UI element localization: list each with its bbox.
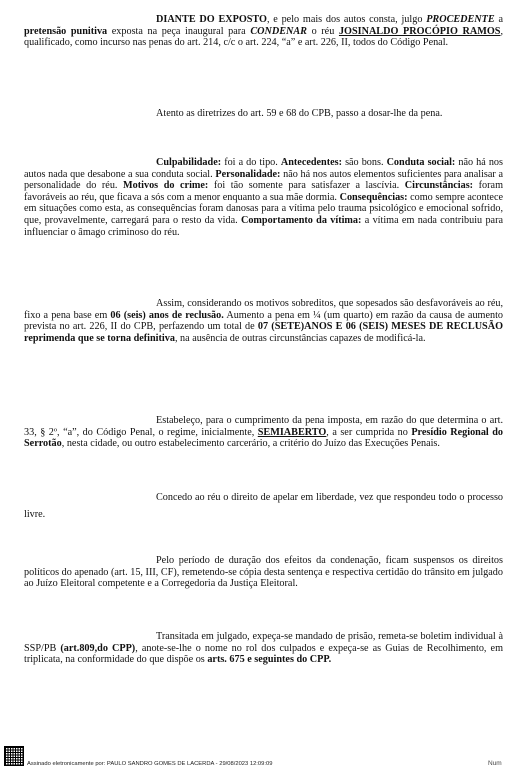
paragraph-transito-julgado: Transitada em julgado, expeça-se mandado de prisão, remeta-se boletim individual à SSP/PB (art.809,do CPP), anote-se-lhe o nome no rol dos culpados e expeça-se as Guias de Recolhimento, em triplicata, na conformidade do que dispõe os arts. 675 e seguintes do CPP. — [24, 631, 504, 666]
heading-diante-do-exposto: DIANTE DO EXPOSTO — [156, 14, 267, 25]
paragraph-regime: Estabeleço, para o cumprimento da pena imposta, em razão do que determina o art. 33, § 2º, “a”, do Código Penal, o regime, inicialmente, SEMIABERTO, a ser cumprida no Presídio Regional do Serrotão, nesta cidade, ou outro estabelecimento carcerário, a critério do Juízo das Execuções Penais. — [24, 415, 504, 450]
qr-code-icon — [4, 746, 24, 766]
electronic-signature: Assinado eletronicamente por: PAULO SANDRO GOMES DE LACERDA - 29/08/2023 12:09:09 — [27, 761, 273, 767]
document-footer — [0, 738, 512, 768]
paragraph-circunstancias-judiciais: Culpabilidade: foi a do tipo. Antecedentes: são bons. Conduta social: não há nos autos nada que desabone a sua conduta social. Personalidade: não há nos autos elementos suficientes para analisar a personalidade do réu. Motivos do crime: foi tão somente para satisfazer a lascívia. Circunstâncias: foram favoráveis ao réu, que ficava a sós com a menor enquanto a sua mãe dormia. Consequências: como sempre acontece em situações como esta, as consequências foram danosas para a vítima pelo trauma psicológico e emocional sofrido, que, provavelmente, carregará para o resto da vida. Comportamento da vítima: a vítima em nada contribuiu para influenciar o âmago criminoso do réu. — [24, 157, 504, 238]
paragraph-dispositivo: DIANTE DO EXPOSTO, e pelo mais dos autos consta, julgo PROCEDENTE a pretensão punitiva exposta na peça inaugural para CONDENAR o réu JOSINALDO PROCÓPIO RAMOS, qualificado, como incurso nas penas do art. 214, c/c o art. 224, “a” e art. 226, II, todos do Código Penal. — [24, 14, 504, 49]
defendant-name: JOSINALDO PROCÓPIO RAMOS — [338, 25, 501, 37]
paragraph-pena: Assim, considerando os motivos sobreditos, que sopesados são desfavoráveis ao réu, fixo a pena base em 06 (seis) anos de reclusão. Aumento a pena em ¼ (um quarto) em razão da causa de aumento prevista no art. 226, II do CPB, perfazendo um total de 07 (SETE)ANOS E 06 (SEIS) MESES DE RECLUSÃO reprimenda que se torna definitiva, na ausência de outras circunstâncias capazes de modificá-la. — [24, 298, 504, 344]
paragraph-apelacao: Concedo ao réu o direito de apelar em liberdade, vez que respondeu todo o processo livre. — [24, 492, 503, 520]
paragraph-dosimetria-intro: Atento as diretrizes do art. 59 e 68 do CPB, passo a dosar-lhe da pena. — [156, 108, 443, 119]
page-number-label: Num — [488, 760, 502, 767]
paragraph-direitos-politicos: Pelo período de duração dos efeitos da condenação, ficam suspensos os direitos políticos do apenado (art. 15, III, CF), remetendo-se cópia desta sentença e respectiva certidão do trânsito em julgado ao Juízo Eleitoral competente e a Corregedoria da Justiça Eleitoral. — [24, 555, 503, 590]
